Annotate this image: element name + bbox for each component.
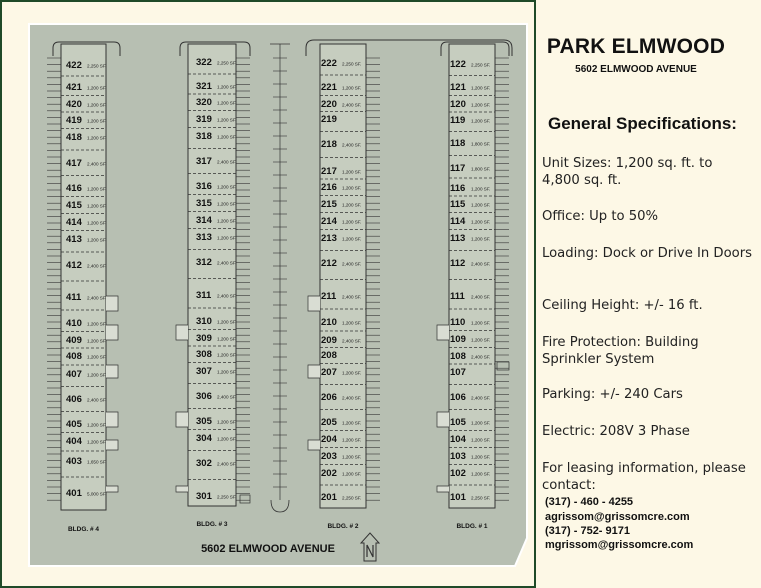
- contact-phone-2: (317) - 752- 9171: [545, 525, 630, 537]
- unit-number: 214: [321, 216, 337, 227]
- loading-dock: [176, 486, 188, 492]
- unit-size: 1,800 SF.: [471, 166, 491, 172]
- spec-unit-sizes: Unit Sizes: 1,200 sq. ft. to 4,800 sq. ft.: [542, 156, 713, 188]
- unit-number: 310: [196, 316, 212, 327]
- unit-number: 322: [196, 57, 212, 68]
- unit-number: 411: [66, 292, 82, 303]
- unit-number: 415: [66, 200, 82, 211]
- unit-number: 314: [196, 215, 212, 226]
- unit-number: 111: [450, 291, 465, 302]
- unit-number: 121: [450, 82, 466, 93]
- unit-number: 420: [66, 99, 82, 110]
- spec-loading: Loading: Dock or Drive In Doors: [542, 246, 753, 261]
- unit-size: 2,250 SF.: [342, 495, 362, 501]
- unit-number: 217: [321, 166, 337, 177]
- unit-number: 114: [450, 216, 466, 227]
- unit-number: 416: [66, 183, 82, 194]
- unit-number: 210: [321, 317, 337, 328]
- unit-size: 1,200 SF.: [217, 84, 237, 90]
- unit-number: 220: [321, 99, 337, 110]
- unit-number: 401: [66, 488, 82, 499]
- unit-number: 122: [450, 59, 466, 70]
- unit-size: 1,200 SF.: [342, 202, 362, 208]
- unit-size: 1,200 SF.: [342, 169, 362, 175]
- unit-size: 1,200 SF.: [217, 436, 237, 442]
- loading-dock: [308, 440, 320, 450]
- unit-size: 2,400 SF.: [342, 102, 362, 108]
- unit-size: 1,200 SF.: [471, 337, 491, 343]
- unit-number: 213: [321, 233, 337, 244]
- unit-number: 407: [66, 369, 82, 380]
- unit-size: 1,200 SF.: [217, 235, 237, 241]
- loading-dock: [176, 325, 188, 340]
- unit-size: 1,200 SF.: [342, 370, 362, 376]
- unit-size: 1,200 SF.: [217, 352, 237, 358]
- unit-number: 315: [196, 198, 212, 209]
- unit-size: 1,200 SF.: [87, 439, 107, 445]
- unit-number: 320: [196, 97, 212, 108]
- unit-size: 1,200 SF.: [87, 118, 107, 124]
- unit-number: 319: [196, 114, 212, 125]
- unit-number: 318: [196, 131, 212, 142]
- unit-number: 201: [321, 492, 337, 503]
- unit-size: 1,200 SF.: [87, 186, 107, 192]
- loading-dock: [106, 486, 118, 492]
- unit-number: 309: [196, 333, 212, 344]
- unit-number: 212: [321, 258, 337, 269]
- unit-size: 2,400 SF.: [217, 461, 237, 467]
- unit-size: 1,200 SF.: [471, 437, 491, 443]
- spec-office: Office: Up to 50%: [542, 209, 659, 224]
- unit-size: 2,250 SF.: [217, 60, 237, 66]
- loading-dock: [106, 365, 118, 378]
- building-label: BLDG. # 4: [67, 526, 100, 533]
- unit-size: 2,250 SF.: [342, 61, 362, 67]
- unit-size: 1,200 SF.: [471, 118, 491, 124]
- building-label: BLDG. # 1: [456, 523, 488, 530]
- loading-dock: [176, 412, 188, 427]
- unit-number: 116: [450, 183, 466, 194]
- unit-size: 1,800 SF.: [471, 141, 491, 147]
- unit-number: 317: [196, 156, 212, 167]
- unit-size: 2,400 SF.: [342, 261, 362, 267]
- unit-number: 102: [450, 468, 466, 479]
- unit-number: 206: [321, 392, 337, 403]
- loading-dock: [437, 412, 449, 427]
- unit-size: 1,200 SF.: [87, 354, 107, 360]
- unit-size: 1,200 SF.: [217, 184, 237, 190]
- unit-number: 108: [450, 351, 466, 362]
- unit-number: 109: [450, 334, 466, 345]
- unit-number: 321: [196, 81, 212, 92]
- page-title: PARK ELMWOOD: [546, 35, 726, 58]
- loading-dock: [308, 296, 320, 311]
- unit-number: 216: [321, 182, 337, 193]
- unit-number: 103: [450, 451, 466, 462]
- unit-number: 410: [66, 318, 82, 329]
- leasing-contact-intro: For leasing information, please contact:: [542, 461, 746, 493]
- unit-number: 120: [450, 99, 466, 110]
- unit-size: 1,200 SF.: [217, 419, 237, 425]
- unit-number: 112: [450, 258, 466, 269]
- loading-dock: [437, 325, 449, 340]
- unit-size: 2,250 SF.: [471, 62, 491, 68]
- unit-number: 316: [196, 181, 212, 192]
- unit-number: 311: [196, 290, 212, 301]
- unit-size: 2,400 SF.: [342, 142, 362, 148]
- unit-size: 1,200 SF.: [471, 219, 491, 225]
- loading-dock: [106, 296, 118, 311]
- unit-number: 203: [321, 451, 337, 462]
- unit-size: 2,400 SF.: [471, 261, 491, 267]
- unit-number: 307: [196, 366, 212, 377]
- contact-email-1[interactable]: agrissom@grissomcre.com: [545, 511, 690, 523]
- unit-size: 2,250 SF.: [217, 494, 237, 500]
- unit-size: 1,200 SF.: [471, 236, 491, 242]
- unit-number: 308: [196, 349, 212, 360]
- unit-size: 1,200 SF.: [471, 420, 491, 426]
- unit-number: 306: [196, 391, 212, 402]
- unit-size: 2,400 SF.: [471, 395, 491, 401]
- spec-parking: Parking: +/- 240 Cars: [542, 387, 683, 402]
- loading-dock: [437, 486, 449, 492]
- unit-size: 1,200 SF.: [342, 454, 362, 460]
- unit-number: 107: [450, 367, 466, 378]
- unit-number: 115: [450, 199, 466, 210]
- unit-size: 1,200 SF.: [342, 85, 362, 91]
- unit-size: 1,200 SF.: [87, 220, 107, 226]
- loading-dock: [106, 440, 118, 450]
- unit-size: 2,400 SF.: [342, 294, 362, 300]
- unit-number: 113: [450, 233, 466, 244]
- unit-size: 2,400 SF.: [87, 397, 107, 403]
- unit-size: 1,200 SF.: [471, 102, 491, 108]
- unit-number: 405: [66, 419, 82, 430]
- spec-ceiling-height: Ceiling Height: +/- 16 ft.: [542, 298, 703, 313]
- building-label: BLDG. # 2: [327, 523, 359, 530]
- specs-heading: General Specifications:: [548, 114, 737, 133]
- unit-size: 1,200 SF.: [471, 471, 491, 477]
- unit-number: 218: [321, 139, 337, 150]
- unit-number: 304: [196, 433, 212, 444]
- unit-number: 408: [66, 351, 82, 362]
- unit-size: 1,200 SF.: [87, 372, 107, 378]
- unit-size: 1,200 SF.: [342, 219, 362, 225]
- unit-size: 2,400 SF.: [217, 159, 237, 165]
- unit-number: 413: [66, 234, 82, 245]
- unit-number: 302: [196, 458, 212, 469]
- unit-number: 208: [321, 350, 337, 361]
- unit-number: 418: [66, 132, 82, 143]
- unit-number: 417: [66, 158, 82, 169]
- loading-dock: [308, 365, 320, 378]
- unit-number: 204: [321, 434, 337, 445]
- unit-size: 2,250 SF.: [87, 63, 107, 69]
- unit-number: 403: [66, 456, 82, 467]
- spec-fire-protection: Fire Protection: Building Sprinkler System: [542, 335, 699, 367]
- unit-number: 215: [321, 199, 337, 210]
- unit-number: 301: [196, 491, 212, 502]
- unit-size: 1,200 SF.: [87, 422, 107, 428]
- street-label: 5602 ELMWOOD AVENUE: [201, 543, 335, 555]
- unit-number: 406: [66, 394, 82, 405]
- loading-dock: [106, 325, 118, 340]
- unit-number: 106: [450, 392, 466, 403]
- unit-number: 205: [321, 417, 337, 428]
- unit-number: 312: [196, 257, 212, 268]
- unit-number: 104: [450, 434, 466, 445]
- unit-size: 1,650 SF.: [87, 459, 107, 465]
- unit-size: 2,400 SF.: [471, 294, 491, 300]
- unit-number: 421: [66, 82, 82, 93]
- unit-size: 1,200 SF.: [217, 134, 237, 140]
- unit-size: 2,400 SF.: [217, 394, 237, 400]
- loading-dock: [106, 412, 118, 427]
- unit-number: 207: [321, 367, 337, 378]
- unit-number: 404: [66, 436, 82, 447]
- unit-number: 422: [66, 60, 82, 71]
- unit-size: 1,200 SF.: [217, 319, 237, 325]
- unit-size: 1,200 SF.: [217, 369, 237, 375]
- unit-number: 118: [450, 138, 466, 149]
- unit-size: 2,400 SF.: [87, 295, 107, 301]
- unit-size: 2,400 SF.: [217, 293, 237, 299]
- unit-size: 1,200 SF.: [87, 338, 107, 344]
- unit-size: 1,200 SF.: [342, 437, 362, 443]
- unit-number: 117: [450, 163, 466, 174]
- unit-number: 419: [66, 115, 82, 126]
- building-label: BLDG. # 3: [196, 521, 228, 528]
- unit-size: 2,400 SF.: [87, 161, 107, 167]
- unit-size: 1,200 SF.: [87, 85, 107, 91]
- unit-number: 219: [321, 114, 337, 125]
- unit-size: 1,200 SF.: [217, 336, 237, 342]
- unit-number: 313: [196, 232, 212, 243]
- unit-number: 101: [450, 492, 466, 503]
- unit-size: 2,400 SF.: [87, 263, 107, 269]
- unit-number: 222: [321, 58, 337, 69]
- unit-size: 1,200 SF.: [342, 185, 362, 191]
- unit-number: 305: [196, 416, 212, 427]
- spec-electric: Electric: 208V 3 Phase: [542, 424, 690, 439]
- unit-size: 1,200 SF.: [471, 454, 491, 460]
- unit-number: 211: [321, 291, 337, 302]
- unit-number: 409: [66, 335, 82, 346]
- unit-number: 209: [321, 335, 337, 346]
- unit-size: 2,400 SF.: [342, 395, 362, 401]
- unit-number: 414: [66, 217, 82, 228]
- unit-size: 2,250 SF.: [471, 495, 491, 501]
- unit-size: 1,200 SF.: [471, 320, 491, 326]
- unit-size: 2,400 SF.: [217, 260, 237, 266]
- property-address: 5602 ELMWOOD AVENUE: [575, 64, 697, 75]
- unit-size: 1,200 SF.: [217, 100, 237, 106]
- unit-size: 2,400 SF.: [471, 354, 491, 360]
- unit-size: 1,200 SF.: [87, 203, 107, 209]
- unit-size: 1,200 SF.: [342, 420, 362, 426]
- unit-number: 202: [321, 468, 337, 479]
- unit-size: 1,200 SF.: [471, 202, 491, 208]
- unit-number: 412: [66, 260, 82, 271]
- unit-number: 119: [450, 115, 466, 126]
- unit-size: 1,200 SF.: [87, 321, 107, 327]
- contact-email-2[interactable]: mgrissom@grissomcre.com: [545, 539, 694, 551]
- unit-size: 1,200 SF.: [87, 237, 107, 243]
- unit-size: 1,200 SF.: [471, 186, 491, 192]
- unit-size: 1,200 SF.: [471, 85, 491, 91]
- unit-size: 1,200 SF.: [342, 471, 362, 477]
- unit-number: 110: [450, 317, 466, 328]
- unit-number: 221: [321, 82, 337, 93]
- unit-size: 1,200 SF.: [217, 201, 237, 207]
- unit-size: 1,200 SF.: [342, 236, 362, 242]
- unit-size: 2,400 SF.: [342, 338, 362, 344]
- unit-size: 5,000 SF.: [87, 491, 107, 497]
- contact-phone-1: (317) - 460 - 4255: [545, 496, 634, 508]
- unit-size: 1,200 SF.: [217, 218, 237, 224]
- unit-size: 1,200 SF.: [217, 117, 237, 123]
- unit-size: 1,200 SF.: [342, 320, 362, 326]
- unit-size: 1,200 SF.: [87, 135, 107, 141]
- unit-size: 1,200 SF.: [87, 102, 107, 108]
- unit-number: 105: [450, 417, 466, 428]
